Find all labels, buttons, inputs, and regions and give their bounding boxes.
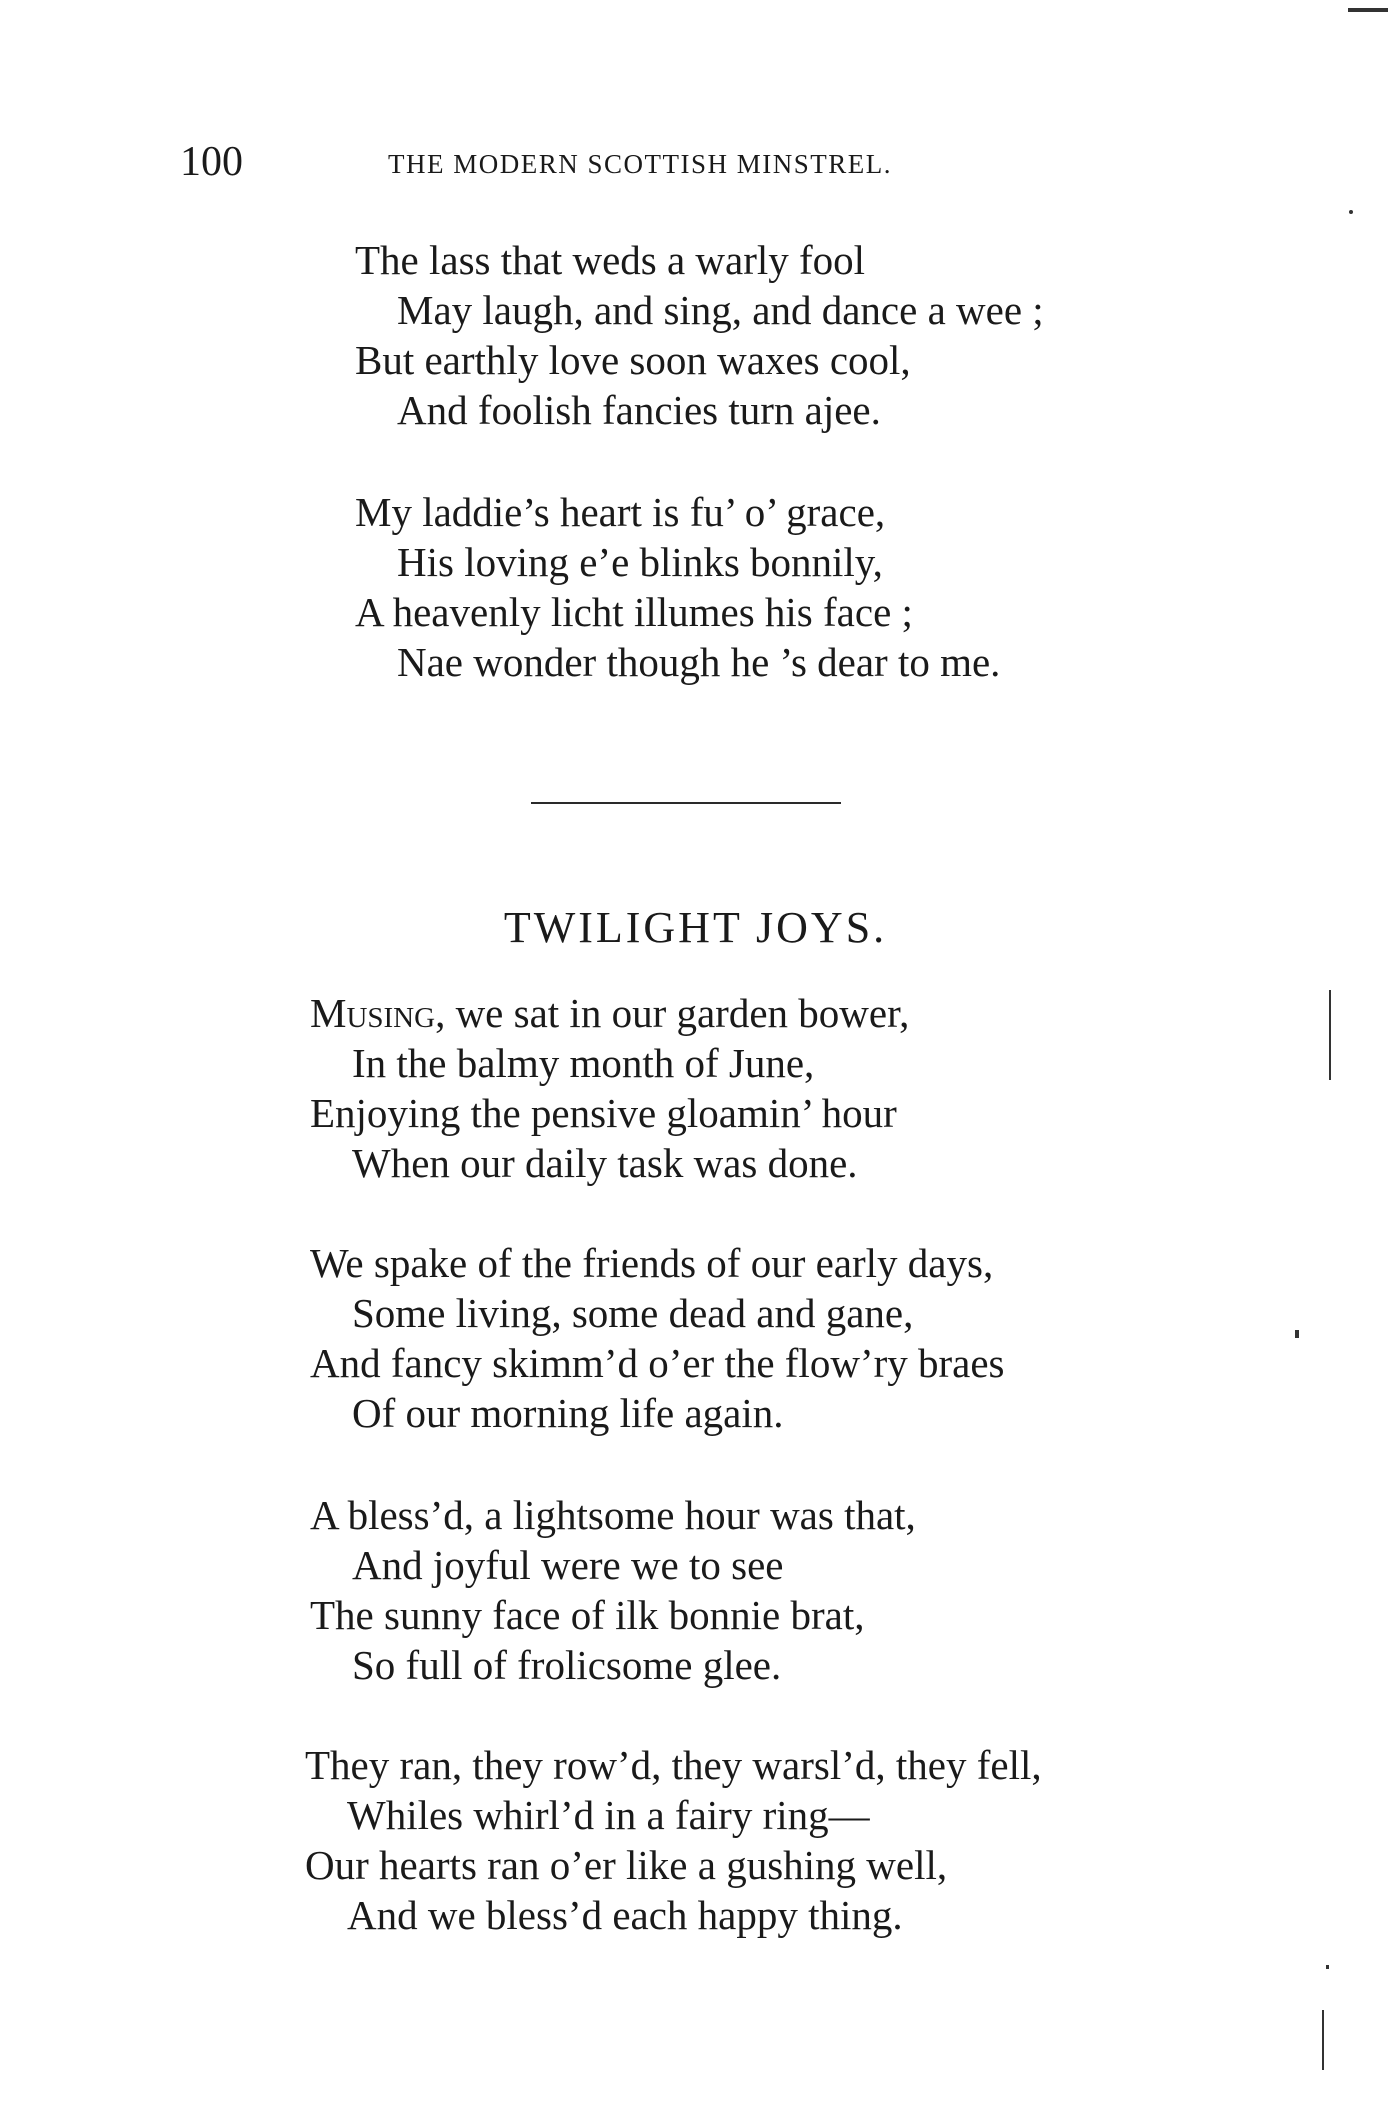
verse-line: And fancy skimm’d o’er the flow’ry braes (310, 1340, 1005, 1386)
running-head (180, 140, 1000, 184)
verse-line: His loving e’e blinks bonnily, (397, 539, 883, 585)
opening-word: Musing (310, 990, 436, 1036)
stanza (355, 235, 1044, 435)
verse-line: When our daily task was done. (352, 1140, 858, 1186)
page-number: 100 (180, 139, 243, 185)
stanza (310, 1490, 916, 1690)
verse-line: My laddie’s heart is fu’ o’ grace, (355, 489, 886, 535)
verse-line: In the balmy month of June, (352, 1040, 815, 1086)
verse-line: And foolish fancies turn ajee. (397, 387, 881, 433)
verse-line: A bless’d, a lightsome hour was that, (310, 1492, 916, 1538)
scan-speck (1349, 210, 1353, 214)
verse-line: So full of frolicsome glee. (352, 1642, 782, 1688)
verse-line: Of our morning life again. (352, 1390, 784, 1436)
verse-line: We spake of the friends of our early days, (310, 1240, 994, 1286)
verse-line: But earthly love soon waxes cool, (355, 337, 911, 383)
verse-line: A heavenly licht illumes his face ; (355, 589, 913, 635)
verse-line: Whiles whirl’d in a fairy ring— (347, 1792, 870, 1838)
verse-line: The lass that weds a warly fool (355, 237, 866, 283)
poem-title: TWILIGHT JOYS. (503, 903, 888, 952)
scan-speck (1326, 1965, 1329, 1969)
verse-line: Enjoying the pensive gloamin’ hour (310, 1090, 897, 1136)
scan-edge-mark (1348, 8, 1388, 12)
verse-line: Nae wonder though he ’s dear to me. (397, 639, 1001, 685)
verse-line: They ran, they row’d, they warsl’d, they fell, (305, 1742, 1042, 1788)
verse-line: And joyful were we to see (352, 1542, 784, 1588)
stanza (305, 1740, 1042, 1940)
stanza (355, 487, 1000, 687)
verse-line-first (310, 988, 909, 1038)
verse-line: Our hearts ran o’er like a gushing well, (305, 1842, 948, 1888)
opening-line-rest: , we sat in our garden bower, (435, 990, 910, 1036)
verse-line: And we bless’d each happy thing. (347, 1892, 903, 1938)
section-divider-rule (531, 802, 841, 804)
running-title: THE MODERN SCOTTISH MINSTREL. (388, 149, 893, 179)
stanza (310, 1238, 1005, 1438)
stanza (310, 988, 909, 1188)
verse-line: May laugh, and sing, and dance a wee ; (397, 287, 1044, 333)
verse-line: Some living, some dead and gane, (352, 1290, 914, 1336)
scan-speck (1295, 1330, 1299, 1338)
scan-edge-mark (1329, 990, 1331, 1080)
scan-edge-mark (1322, 2010, 1324, 2070)
verse-line: The sunny face of ilk bonnie brat, (310, 1592, 865, 1638)
